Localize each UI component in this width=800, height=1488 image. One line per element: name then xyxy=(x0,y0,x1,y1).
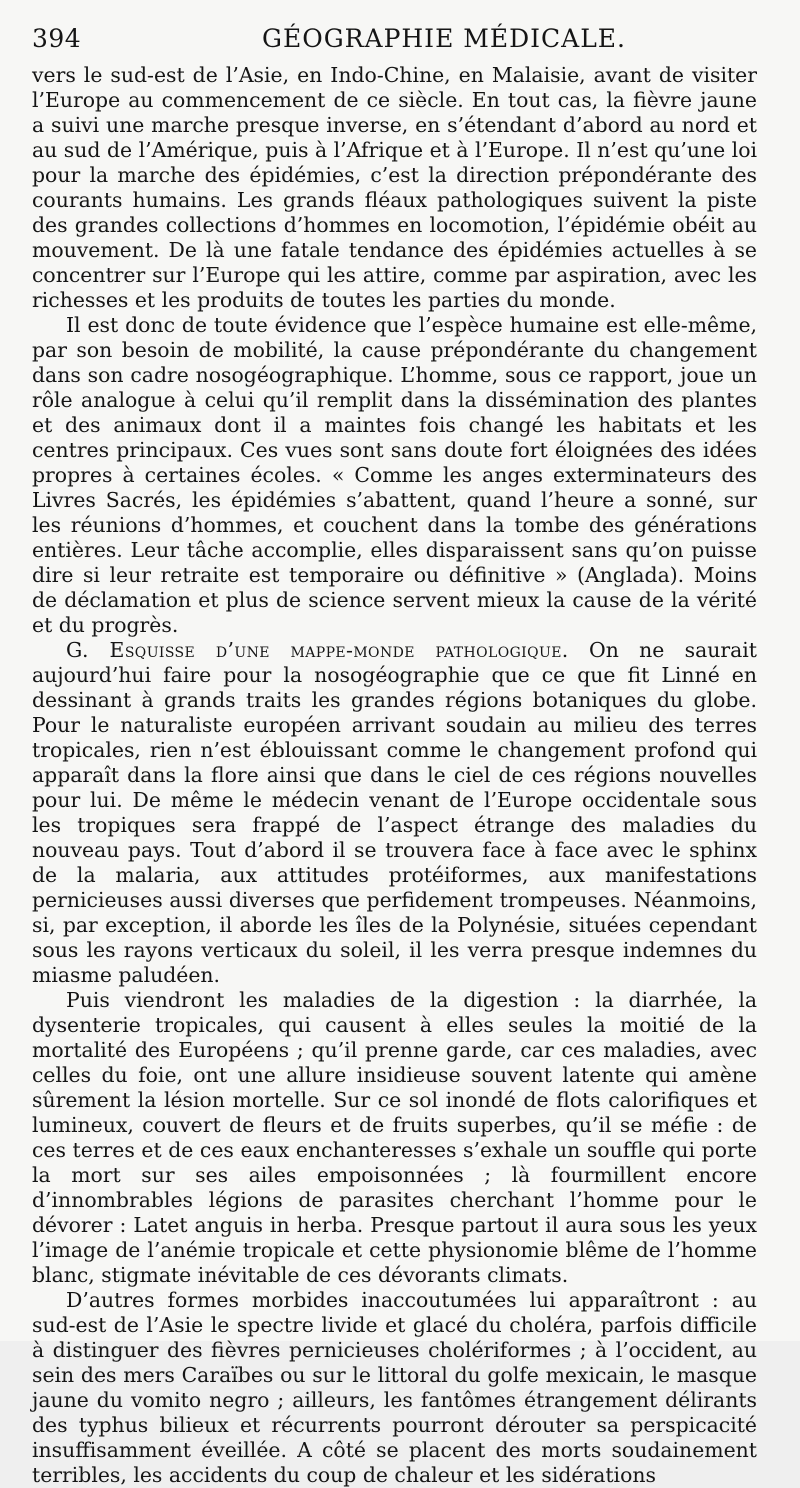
paragraph-1: vers le sud-est de l’Asie, en Indo-Chine, en Malaisie, avant de visiter l’Europe au commencement de ce siècle. En tout cas, la fièvre jaune a suivi une marche presque inverse, en s’étendant d’abord au nord et au sud de l’Amérique, puis à l’Afrique et à l’Europe. Il n’est qu’une loi pour la marche des épidémies, c’est la direction prépondérante des courants humains. Les grands fléaux pathologiques suivent la piste des grandes collections d’hommes en locomotion, l’épidémie obéit au mouvement. De là une fatale tendance des épidémies actuelles à se concentrer sur l’Europe qui les attire, comme par aspiration, avec les richesses et les produits de toutes les parties du monde. xyxy=(32,63,757,312)
page-body xyxy=(32,63,757,1488)
running-title: GÉOGRAPHIE MÉDICALE. xyxy=(262,24,627,53)
paragraph-5: D’autres formes morbides inaccoutumées lui apparaîtront : au sud-est de l’Asie le spectre livide et glacé du choléra, parfois difficile à distinguer des fièvres pernicieuses cholériformes ; à l’occident, au sein des mers Caraïbes ou sur le littoral du golfe mexicain, le masque jaune du vomito negro ; ailleurs, les fantômes étrangement délirants des typhus bilieux et récurrents pourront dérouter sa perspicacité insuffisamment éveillée. A côté se placent des morts soudainement terribles, les accidents du coup de chaleur et les sidérations xyxy=(32,1288,757,1487)
page-header xyxy=(32,24,768,56)
paragraph-3: On ne saurait aujourd’hui faire pour la nosogéographie que ce que fit Linné en dessinant à grands traits les grandes régions botaniques du globe. Pour le naturaliste européen arrivant soudain au milieu des terres tropicales, rien n’est éblouissant comme le changement profond qui apparaît dans la flore ainsi que dans le ciel de ces régions nouvelles pour lui. De même le médecin venant de l’Europe occidentale sous les tropiques sera frappé de l’aspect étrange des maladies du nouveau pays. Tout d’abord il se trouvera face à face avec le sphinx de la malaria, aux attitudes protéiformes, aux manifestations pernicieuses aussi diverses que perfidement trompeuses. Néanmoins, si, par exception, il aborde les îles de la Polynésie, situées cependant sous les rayons verticaux du soleil, il les verra presque indemnes du miasme paludéen. xyxy=(32,638,758,987)
section-label: G. Esquisse d’une mappe-monde pathologique. xyxy=(66,638,569,662)
page-number: 394 xyxy=(32,24,82,53)
section-paragraph xyxy=(32,638,757,988)
paragraph-4: Puis viendront les maladies de la digestion : la diarrhée, la dysenterie tropicales, qui causent à elles seules la moitié de la mortalité des Européens ; qu’il prenne garde, car ces maladies, avec celles du foie, ont une allure insidieuse souvent latente qui amène sûrement la lésion mortelle. Sur ce sol inondé de flots calorifiques et lumineux, couvert de fleurs et de fruits superbes, qu’il se méfie : de ces terres et de ces eaux enchanteresses s’exhale un souffle qui porte la mort sur ses ailes empoisonnées ; là fourmillent encore d’innombrables légions de parasites cherchant l’homme pour le dévorer : Latet anguis in herba. Presque partout il aura sous les yeux l’image de l’anémie tropicale et cette physionomie blême de l’homme blanc, stigmate inévitable de ces dévorants climats. xyxy=(32,988,757,1287)
paragraph-2: Il est donc de toute évidence que l’espèce humaine est elle-même, par son besoin de mobilité, la cause prépondérante du changement dans son cadre nosogéographique. L’homme, sous ce rapport, joue un rôle analogue à celui qu’il remplit dans la dissémination des plantes et des animaux dont il a maintes fois changé les habitats et les centres principaux. Ces vues sont sans doute fort éloignées des idées propres à certaines écoles. « Comme les anges exterminateurs des Livres Sacrés, les épidémies s’abattent, quand l’heure a sonné, sur les réunions d’hommes, et couchent dans la tombe des générations entières. Leur tâche accomplie, elles disparaissent sans qu’on puisse dire si leur retraite est temporaire ou définitive » (Anglada). Moins de déclamation et plus de science servent mieux la cause de la vérité et du progrès. xyxy=(32,313,757,637)
